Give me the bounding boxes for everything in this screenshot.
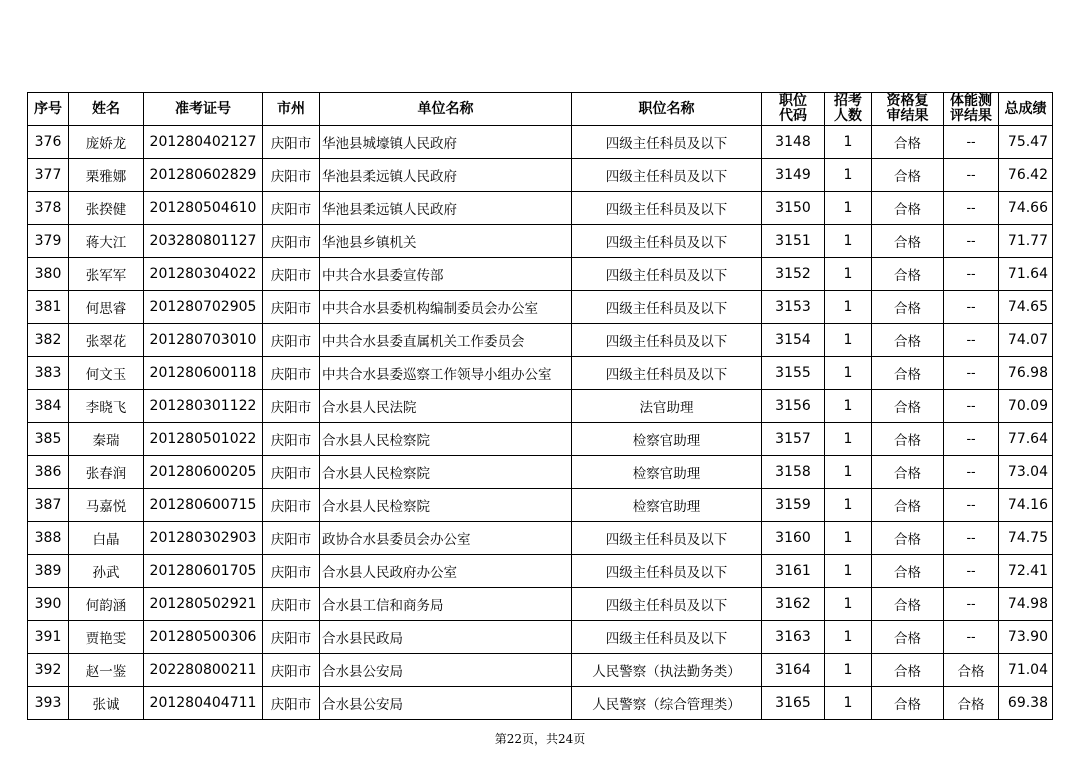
header-review	[872, 93, 944, 126]
cell-city: 庆阳市	[263, 159, 320, 192]
cell-seq: 392	[28, 654, 69, 687]
cell-unit: 合水县公安局	[320, 687, 572, 720]
cell-name: 张诚	[69, 687, 144, 720]
table-row	[28, 390, 1053, 423]
table-row	[28, 621, 1053, 654]
cell-score: 69.38	[999, 687, 1053, 720]
cell-seq: 385	[28, 423, 69, 456]
cell-name: 栗雅娜	[69, 159, 144, 192]
header-position: 职位名称	[572, 93, 762, 126]
cell-quota: 1	[825, 258, 872, 291]
cell-seq: 383	[28, 357, 69, 390]
cell-code: 3160	[762, 522, 825, 555]
cell-review: 合格	[872, 192, 944, 225]
cell-unit: 华池县柔远镇人民政府	[320, 159, 572, 192]
cell-name: 庞娇龙	[69, 126, 144, 159]
header-fitness-line1: 体能测	[950, 93, 992, 109]
table-row	[28, 159, 1053, 192]
cell-fitness: --	[944, 489, 999, 522]
cell-review: 合格	[872, 159, 944, 192]
cell-review: 合格	[872, 423, 944, 456]
cell-code: 3149	[762, 159, 825, 192]
cell-position: 人民警察（综合管理类）	[572, 687, 762, 720]
cell-ticket: 201280600118	[144, 357, 263, 390]
cell-position: 四级主任科员及以下	[572, 225, 762, 258]
cell-score: 76.98	[999, 357, 1053, 390]
cell-score: 76.42	[999, 159, 1053, 192]
header-fitness-line2: 评结果	[950, 108, 992, 124]
cell-position: 法官助理	[572, 390, 762, 423]
table-row	[28, 555, 1053, 588]
cell-position: 四级主任科员及以下	[572, 555, 762, 588]
cell-score: 75.47	[999, 126, 1053, 159]
cell-score: 74.07	[999, 324, 1053, 357]
cell-code: 3150	[762, 192, 825, 225]
cell-review: 合格	[872, 357, 944, 390]
cell-name: 贾艳雯	[69, 621, 144, 654]
table-row	[28, 258, 1053, 291]
cell-ticket: 201280702905	[144, 291, 263, 324]
cell-unit: 合水县人民检察院	[320, 489, 572, 522]
cell-city: 庆阳市	[263, 357, 320, 390]
cell-fitness: --	[944, 126, 999, 159]
cell-ticket: 201280703010	[144, 324, 263, 357]
table-row	[28, 489, 1053, 522]
cell-city: 庆阳市	[263, 192, 320, 225]
cell-code: 3163	[762, 621, 825, 654]
cell-position: 四级主任科员及以下	[572, 621, 762, 654]
cell-ticket: 201280602829	[144, 159, 263, 192]
cell-review: 合格	[872, 456, 944, 489]
cell-ticket: 201280301122	[144, 390, 263, 423]
cell-fitness: 合格	[944, 687, 999, 720]
cell-fitness: --	[944, 522, 999, 555]
cell-unit: 中共合水县委机构编制委员会办公室	[320, 291, 572, 324]
header-review-line1: 资格复	[886, 93, 929, 109]
table-body	[28, 126, 1053, 720]
cell-review: 合格	[872, 390, 944, 423]
cell-ticket: 201280302903	[144, 522, 263, 555]
cell-quota: 1	[825, 159, 872, 192]
cell-name: 何韵涵	[69, 588, 144, 621]
cell-seq: 377	[28, 159, 69, 192]
cell-code: 3164	[762, 654, 825, 687]
cell-quota: 1	[825, 390, 872, 423]
cell-quota: 1	[825, 357, 872, 390]
table-row	[28, 588, 1053, 621]
cell-city: 庆阳市	[263, 489, 320, 522]
cell-city: 庆阳市	[263, 555, 320, 588]
cell-code: 3155	[762, 357, 825, 390]
cell-score: 71.04	[999, 654, 1053, 687]
cell-review: 合格	[872, 654, 944, 687]
cell-review: 合格	[872, 621, 944, 654]
header-code	[762, 93, 825, 126]
header-quota	[825, 93, 872, 126]
cell-position: 四级主任科员及以下	[572, 522, 762, 555]
header-code-line2: 代码	[779, 108, 807, 124]
cell-position: 四级主任科员及以下	[572, 588, 762, 621]
cell-unit: 合水县公安局	[320, 654, 572, 687]
cell-review: 合格	[872, 522, 944, 555]
cell-fitness: --	[944, 456, 999, 489]
cell-city: 庆阳市	[263, 390, 320, 423]
cell-name: 秦瑞	[69, 423, 144, 456]
cell-fitness: --	[944, 390, 999, 423]
table-row	[28, 291, 1053, 324]
table-header	[28, 93, 1053, 126]
cell-code: 3162	[762, 588, 825, 621]
cell-name: 白晶	[69, 522, 144, 555]
cell-seq: 376	[28, 126, 69, 159]
cell-review: 合格	[872, 555, 944, 588]
cell-review: 合格	[872, 687, 944, 720]
cell-quota: 1	[825, 126, 872, 159]
cell-seq: 379	[28, 225, 69, 258]
cell-score: 74.75	[999, 522, 1053, 555]
cell-ticket: 201280504610	[144, 192, 263, 225]
cell-position: 检察官助理	[572, 489, 762, 522]
cell-review: 合格	[872, 126, 944, 159]
cell-unit: 合水县民政局	[320, 621, 572, 654]
cell-fitness: --	[944, 588, 999, 621]
cell-unit: 中共合水县委巡察工作领导小组办公室	[320, 357, 572, 390]
cell-ticket: 202280800211	[144, 654, 263, 687]
cell-city: 庆阳市	[263, 654, 320, 687]
cell-name: 李晓飞	[69, 390, 144, 423]
table-row	[28, 357, 1053, 390]
table-row	[28, 324, 1053, 357]
header-quota-line2: 人数	[834, 108, 862, 124]
cell-score: 72.41	[999, 555, 1053, 588]
cell-position: 四级主任科员及以下	[572, 258, 762, 291]
cell-name: 蒋大江	[69, 225, 144, 258]
cell-code: 3152	[762, 258, 825, 291]
cell-fitness: --	[944, 192, 999, 225]
cell-seq: 390	[28, 588, 69, 621]
cell-quota: 1	[825, 192, 872, 225]
cell-fitness: --	[944, 555, 999, 588]
cell-ticket: 201280600715	[144, 489, 263, 522]
cell-ticket: 201280601705	[144, 555, 263, 588]
cell-ticket: 203280801127	[144, 225, 263, 258]
cell-city: 庆阳市	[263, 423, 320, 456]
cell-position: 四级主任科员及以下	[572, 126, 762, 159]
cell-quota: 1	[825, 456, 872, 489]
cell-quota: 1	[825, 555, 872, 588]
cell-ticket: 201280304022	[144, 258, 263, 291]
cell-fitness: --	[944, 225, 999, 258]
cell-review: 合格	[872, 588, 944, 621]
cell-review: 合格	[872, 258, 944, 291]
cell-unit: 合水县人民政府办公室	[320, 555, 572, 588]
cell-city: 庆阳市	[263, 456, 320, 489]
cell-score: 74.16	[999, 489, 1053, 522]
cell-code: 3148	[762, 126, 825, 159]
cell-unit: 合水县人民检察院	[320, 456, 572, 489]
cell-seq: 384	[28, 390, 69, 423]
cell-code: 3161	[762, 555, 825, 588]
table-row	[28, 192, 1053, 225]
cell-code: 3156	[762, 390, 825, 423]
cell-seq: 386	[28, 456, 69, 489]
cell-position: 四级主任科员及以下	[572, 192, 762, 225]
cell-quota: 1	[825, 423, 872, 456]
header-quota-line1: 招考	[834, 93, 862, 109]
header-city: 市州	[263, 93, 320, 126]
table-row	[28, 522, 1053, 555]
cell-ticket: 201280402127	[144, 126, 263, 159]
cell-seq: 391	[28, 621, 69, 654]
cell-name: 马嘉悦	[69, 489, 144, 522]
cell-fitness: --	[944, 324, 999, 357]
cell-city: 庆阳市	[263, 258, 320, 291]
cell-fitness: 合格	[944, 654, 999, 687]
cell-quota: 1	[825, 522, 872, 555]
cell-score: 71.64	[999, 258, 1053, 291]
cell-quota: 1	[825, 654, 872, 687]
cell-fitness: --	[944, 291, 999, 324]
cell-seq: 388	[28, 522, 69, 555]
cell-fitness: --	[944, 423, 999, 456]
cell-code: 3159	[762, 489, 825, 522]
cell-fitness: --	[944, 621, 999, 654]
cell-position: 检察官助理	[572, 456, 762, 489]
cell-city: 庆阳市	[263, 522, 320, 555]
header-fitness	[944, 93, 999, 126]
cell-position: 四级主任科员及以下	[572, 357, 762, 390]
cell-unit: 华池县城壕镇人民政府	[320, 126, 572, 159]
cell-ticket: 201280404711	[144, 687, 263, 720]
cell-city: 庆阳市	[263, 621, 320, 654]
cell-city: 庆阳市	[263, 126, 320, 159]
cell-review: 合格	[872, 291, 944, 324]
table-row	[28, 423, 1053, 456]
cell-unit: 合水县工信和商务局	[320, 588, 572, 621]
cell-quota: 1	[825, 489, 872, 522]
cell-unit: 中共合水县委直属机关工作委员会	[320, 324, 572, 357]
cell-seq: 378	[28, 192, 69, 225]
cell-name: 何思睿	[69, 291, 144, 324]
cell-fitness: --	[944, 159, 999, 192]
cell-ticket: 201280600205	[144, 456, 263, 489]
cell-score: 74.65	[999, 291, 1053, 324]
cell-score: 74.98	[999, 588, 1053, 621]
cell-ticket: 201280502921	[144, 588, 263, 621]
cell-quota: 1	[825, 621, 872, 654]
cell-score: 71.77	[999, 225, 1053, 258]
cell-unit: 华池县柔远镇人民政府	[320, 192, 572, 225]
cell-quota: 1	[825, 687, 872, 720]
cell-unit: 合水县人民法院	[320, 390, 572, 423]
header-row	[28, 93, 1053, 126]
page-footer: 第22页，共24页	[494, 732, 586, 746]
cell-seq: 387	[28, 489, 69, 522]
cell-position: 四级主任科员及以下	[572, 324, 762, 357]
cell-city: 庆阳市	[263, 324, 320, 357]
cell-code: 3158	[762, 456, 825, 489]
cell-quota: 1	[825, 324, 872, 357]
cell-score: 73.04	[999, 456, 1053, 489]
cell-city: 庆阳市	[263, 291, 320, 324]
cell-name: 张翠花	[69, 324, 144, 357]
table-row	[28, 654, 1053, 687]
cell-name: 何文玉	[69, 357, 144, 390]
cell-code: 3165	[762, 687, 825, 720]
cell-fitness: --	[944, 258, 999, 291]
cell-unit: 合水县人民检察院	[320, 423, 572, 456]
cell-code: 3157	[762, 423, 825, 456]
cell-unit: 政协合水县委员会办公室	[320, 522, 572, 555]
cell-ticket: 201280501022	[144, 423, 263, 456]
cell-name: 孙武	[69, 555, 144, 588]
header-name: 姓名	[69, 93, 144, 126]
cell-code: 3154	[762, 324, 825, 357]
cell-seq: 393	[28, 687, 69, 720]
cell-code: 3151	[762, 225, 825, 258]
cell-position: 检察官助理	[572, 423, 762, 456]
cell-score: 73.90	[999, 621, 1053, 654]
header-code-line1: 职位	[779, 93, 807, 109]
cell-name: 张军军	[69, 258, 144, 291]
cell-seq: 382	[28, 324, 69, 357]
cell-fitness: --	[944, 357, 999, 390]
cell-ticket: 201280500306	[144, 621, 263, 654]
cell-position: 人民警察（执法勤务类）	[572, 654, 762, 687]
header-review-line2: 审结果	[886, 108, 929, 124]
cell-quota: 1	[825, 291, 872, 324]
cell-position: 四级主任科员及以下	[572, 291, 762, 324]
cell-score: 74.66	[999, 192, 1053, 225]
table-row	[28, 456, 1053, 489]
cell-name: 张揆健	[69, 192, 144, 225]
cell-quota: 1	[825, 225, 872, 258]
cell-seq: 381	[28, 291, 69, 324]
cell-city: 庆阳市	[263, 687, 320, 720]
cell-unit: 中共合水县委宣传部	[320, 258, 572, 291]
cell-position: 四级主任科员及以下	[572, 159, 762, 192]
cell-unit: 华池县乡镇机关	[320, 225, 572, 258]
table-row	[28, 225, 1053, 258]
header-ticket: 准考证号	[144, 93, 263, 126]
results-table	[27, 92, 1053, 720]
cell-name: 赵一鉴	[69, 654, 144, 687]
cell-review: 合格	[872, 225, 944, 258]
cell-quota: 1	[825, 588, 872, 621]
header-unit: 单位名称	[320, 93, 572, 126]
cell-score: 77.64	[999, 423, 1053, 456]
cell-city: 庆阳市	[263, 588, 320, 621]
header-seq: 序号	[28, 93, 69, 126]
cell-seq: 389	[28, 555, 69, 588]
cell-code: 3153	[762, 291, 825, 324]
cell-score: 70.09	[999, 390, 1053, 423]
cell-seq: 380	[28, 258, 69, 291]
cell-name: 张春润	[69, 456, 144, 489]
header-score: 总成绩	[999, 93, 1053, 126]
table-row	[28, 687, 1053, 720]
table-row	[28, 126, 1053, 159]
cell-review: 合格	[872, 489, 944, 522]
cell-review: 合格	[872, 324, 944, 357]
cell-city: 庆阳市	[263, 225, 320, 258]
